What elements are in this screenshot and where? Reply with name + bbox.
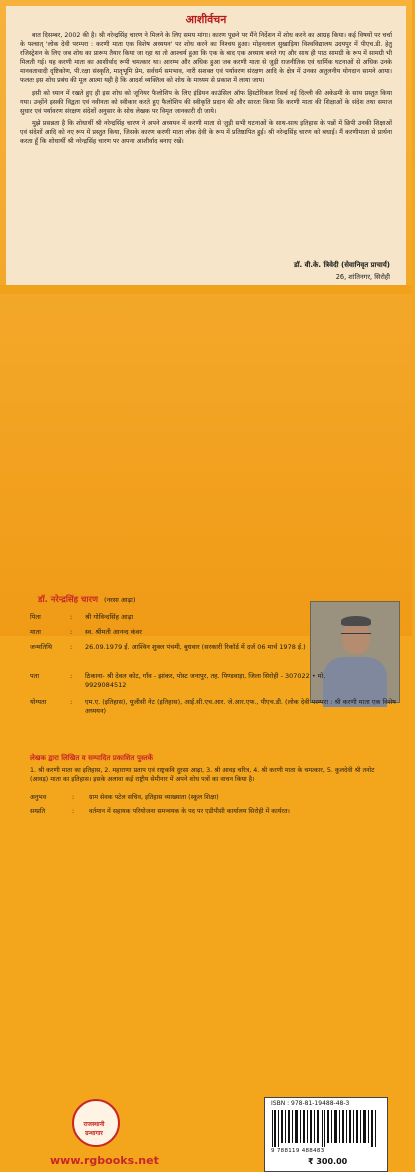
publisher-website[interactable]: www.rgbooks.net bbox=[50, 1154, 159, 1167]
experience-value: ग्राम सेवक पटेल सचिव, इतिहास व्याख्याता (स्कूल शिक्षा) bbox=[89, 794, 219, 801]
info-colon: : bbox=[70, 613, 73, 621]
info-value: स्व. श्रीमती आनन्द कंवर bbox=[85, 628, 142, 636]
info-colon: : bbox=[70, 672, 73, 680]
author-bio-section bbox=[0, 294, 412, 815]
info-label: पिता bbox=[30, 613, 41, 621]
info-label: पता bbox=[30, 672, 40, 680]
price-label: ₹ 300.00 bbox=[308, 1157, 348, 1166]
preface-signature-name: डॉ. वी.के. त्रिवेदी (सेवानिवृत प्राचार्य) bbox=[294, 261, 390, 269]
preface-panel bbox=[6, 6, 406, 285]
experience-label: अनुभव bbox=[30, 794, 47, 801]
info-colon: : bbox=[70, 698, 73, 706]
current-role-value: वर्तमान में सहायक परियोजना समन्वयक के पद पर एडीपीसी कार्यालय सिरोही में कार्यरत। bbox=[89, 808, 290, 815]
works-text: 1. श्री करणी माता का इतिहास, 2. महाराणा प्रताप एवं राष्ट्रकवि दुरसा आढ़ा, 3. श्री आवड़ चरित्र, 4. श्री करणी माता के चमत्कार, 5. कुलदेवी श्री तनोट (आवड़) माता का इतिहास। इसके अलावा कई राष्ट्रीय सेमीनार में अपने शोध पत्रों का वाचन किया है। bbox=[30, 767, 375, 783]
divider-band bbox=[0, 285, 412, 294]
publisher-logo bbox=[62, 1099, 126, 1155]
publisher-line2: ग्रन्थागार bbox=[85, 1130, 103, 1137]
info-colon: : bbox=[72, 808, 75, 815]
preface-paragraph-1: बात दिसम्बर, 2002 की है। श्री नरेन्द्रसिंह चारण ने मिलने के लिए समय मांगा। कारण पूछने पर मैंने निर्देशन में शोध करने का आग्रह किया। कई विषयों पर चर्चा के पश्चात् 'लोक देवी परम्परा : करणी माता एक विशेष अध्ययन' पर शोध करने का निश्चय हुआ। मोहनलाल सुखाड़िया विश्वविद्यालय उदयपुर में पीएच.डी. हेतु रजिस्ट्रेशन के लिए जब शोध का प्रारूप तैयार किया जा रहा था तो आश्चर्य हुआ कि एक के बाद एक अध्याय बनते गए और साथ ही पाठ सामग्री के रूप में सामग्री भी मिलती गई। यह करणी माता का आशीर्वाद रूपी चमत्कार था। आरम्भ और अधिक हुआ जब करणी माता से जुड़ी राजनीतिक एवं धार्मिक घटनाओं से अधिक उनके मानवतावादी दृष्टिकोण, पी.रक्षा संस्कृति, मातृभूमि प्रेम, सर्वधर्म समभाव, नारी सशक्त एवं पर्यावरण संरक्षण आदि के क्षेत्र में उनका अतुलनीय योगदान सामने आया। फलतः इस शोध प्रबंध की मूल आत्मा यही है कि आदर्श व्यक्तित्व को शोध के माध्यम से प्रकाश में लाया जाय। bbox=[20, 32, 392, 85]
info-value: श्री गोविन्दसिंह आढ़ा bbox=[85, 613, 134, 621]
preface-body bbox=[20, 31, 392, 149]
isbn-text: ISBN : 978-81-19488-48-3 bbox=[271, 1100, 350, 1107]
barcode-box bbox=[264, 1097, 388, 1172]
info-value: ठिकाना- श्री देवल कोट, गाँव - झांकर, पोस्ट जनापुर, तह. पिण्डवाड़ा, जिला सिरोही - 307022 • मो. 9929084512 bbox=[85, 672, 326, 689]
preface-paragraph-3: मुझे प्रसन्नता है कि शोधार्थी श्री नरेन्द्रसिंह चारण ने अपने अध्ययन में करणी माता से जुड़ी सभी घटनाओं के साथ-साथ इतिहास के पन्नों में छिपी उनकी शिक्षाओं एवं संदेशों आदि को नए रूप में प्रस्तुत किया, जिसके कारण करणी माता लोक देवी के रूप में प्रतिष्ठापित हुई। श्री नरेन्द्रसिंह चारण को बधाई। मैं करणीमाता से प्रार्थना करता हूँ कि शोधार्थी श्री नरेन्द्रसिंह चारण पर अपना आशीर्वाद बनाए रखें। bbox=[20, 119, 392, 146]
preface-signature-place: 26, शांतिनगर, सिरोही bbox=[335, 273, 390, 281]
info-value: 26.09.1979 ई. आश्विन शुक्ल पंचमी, बुधवार (सरकारी रिकॉर्ड में दर्ज 06 मार्च 1978 ई.) bbox=[85, 643, 306, 651]
info-colon: : bbox=[72, 794, 75, 801]
preface-title: आशीर्वचन bbox=[185, 13, 227, 26]
publisher-line1: राजस्थानी bbox=[83, 1121, 105, 1128]
info-label: योग्यता bbox=[30, 698, 47, 706]
author-name-suffix: (नरसा आढ़ा) bbox=[103, 596, 136, 604]
info-label: जन्मतिथि bbox=[30, 643, 53, 651]
barcode-digits: 9 788119 488483 bbox=[271, 1148, 325, 1154]
preface-paragraph-2: इसी को ध्यान में रखते हुए ही इस शोध को जूनियर फैलोशिप के लिए इंडियन काउंसिल ऑफ हिस्टोरिकल रिसर्च नई दिल्ली की अकेडमी के साथ प्रस्तुत किया गया। उन्होंने इसकी विद्वता एवं नवीनता को स्वीकार करते हुए फैलोशिप की स्वीकृति प्रदान की और सारतः किया कि करणी माता की शिक्षाओं के संदेश तथा समाज सुधार एवं पर्यावरण संरक्षण संदेशों अनुसार के सोध लेखक पर विमृत जानकारी दी जाये। bbox=[20, 89, 392, 115]
current-role-label: सम्प्रति bbox=[30, 808, 46, 815]
current-role-row bbox=[30, 806, 390, 815]
info-label: माता bbox=[30, 628, 41, 636]
author-name-main: डॉ. नरेन्द्रसिंह चारण bbox=[38, 594, 99, 604]
works-title: लेखक द्वारा लिखित व सम्पादित प्रकाशित पुस्तकें bbox=[30, 754, 154, 762]
barcode-icon bbox=[271, 1110, 379, 1147]
experience-row bbox=[30, 792, 390, 801]
info-colon: : bbox=[70, 628, 73, 636]
info-value: एम.ए. (इतिहास), यूजीसी नेट (इतिहास), आई.सी.एच.आर. जे.आर.एफ., पीएच.डी. (लोक देवी परम्परा : श्री करणी माता एक विशेष अध्ययन) bbox=[85, 698, 396, 715]
info-colon: : bbox=[70, 643, 73, 651]
